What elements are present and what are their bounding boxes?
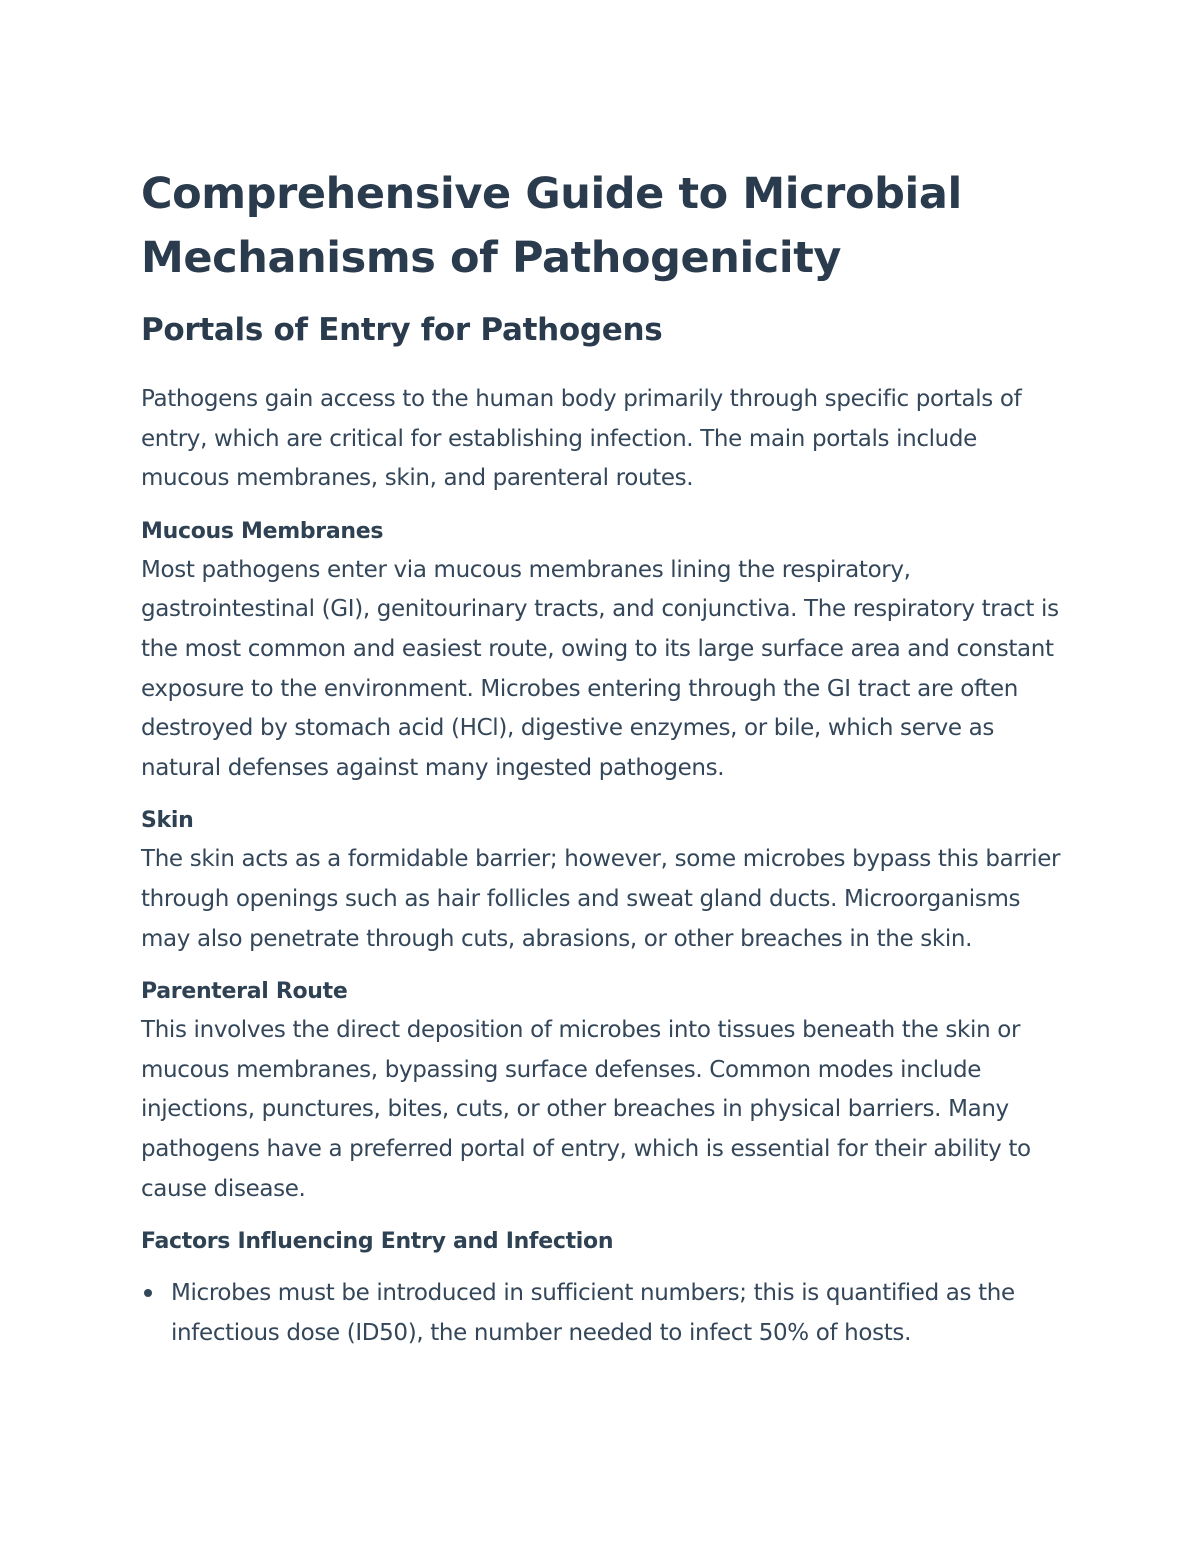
intro-paragraph: Pathogens gain access to the human body primarily through specific portals of entry, which are critical for establishing infection. The main portals include mucous membranes, skin, and parenteral routes. — [141, 386, 1022, 492]
factors-section — [141, 1223, 1066, 1353]
subsection-heading-skin: Skin — [141, 808, 194, 834]
subsection-body-skin: The skin acts as a formidable barrier; however, some microbes bypass this barrier through openings such as hair follicles and sweat gland ducts. Microorganisms may also penetrate through cuts, abrasions, or other breaches in the skin. — [141, 846, 1061, 952]
section-heading-portals-of-entry: Portals of Entry for Pathogens — [141, 312, 663, 348]
subsection-skin — [141, 802, 1066, 959]
factors-heading: Factors Influencing Entry and Infection — [141, 1229, 614, 1255]
factors-list — [141, 1273, 1066, 1353]
bullet-icon — [144, 1289, 152, 1297]
list-item — [141, 1273, 1066, 1353]
subsection-body-mucous-membranes: Most pathogens enter via mucous membranes lining the respiratory, gastrointestinal (GI), genitourinary tracts, and conjunctiva. The respiratory tract is the most common and easiest route, owing to its large surface area and constant exposure to the environment. Microbes entering through the GI tract are often destroyed by stomach acid (HCl), digestive enzymes, or bile, which serve as natural defenses against many ingested pathogens. — [141, 556, 1059, 781]
subsection-heading-parenteral-route: Parenteral Route — [141, 979, 348, 1005]
list-item-text: Microbes must be introduced in sufficient numbers; this is quantified as the infectious dose (ID50), the number needed to infect 50% of hosts. — [171, 1280, 1015, 1347]
subsection-body-parenteral-route: This involves the direct deposition of microbes into tissues beneath the skin or mucous membranes, bypassing surface defenses. Common modes include injections, punctures, bites, cuts, or other breaches in physical barriers. Many pathogens have a preferred portal of entry, which is essential for their ability to cause disease. — [141, 1017, 1031, 1202]
subsection-heading-mucous-membranes: Mucous Membranes — [141, 518, 384, 544]
subsection-mucous-membranes — [141, 513, 1066, 789]
document-title: Comprehensive Guide to Microbial Mechanisms of Pathogenicity — [141, 169, 962, 283]
document-page — [141, 162, 1066, 1353]
subsection-parenteral-route — [141, 973, 1066, 1209]
